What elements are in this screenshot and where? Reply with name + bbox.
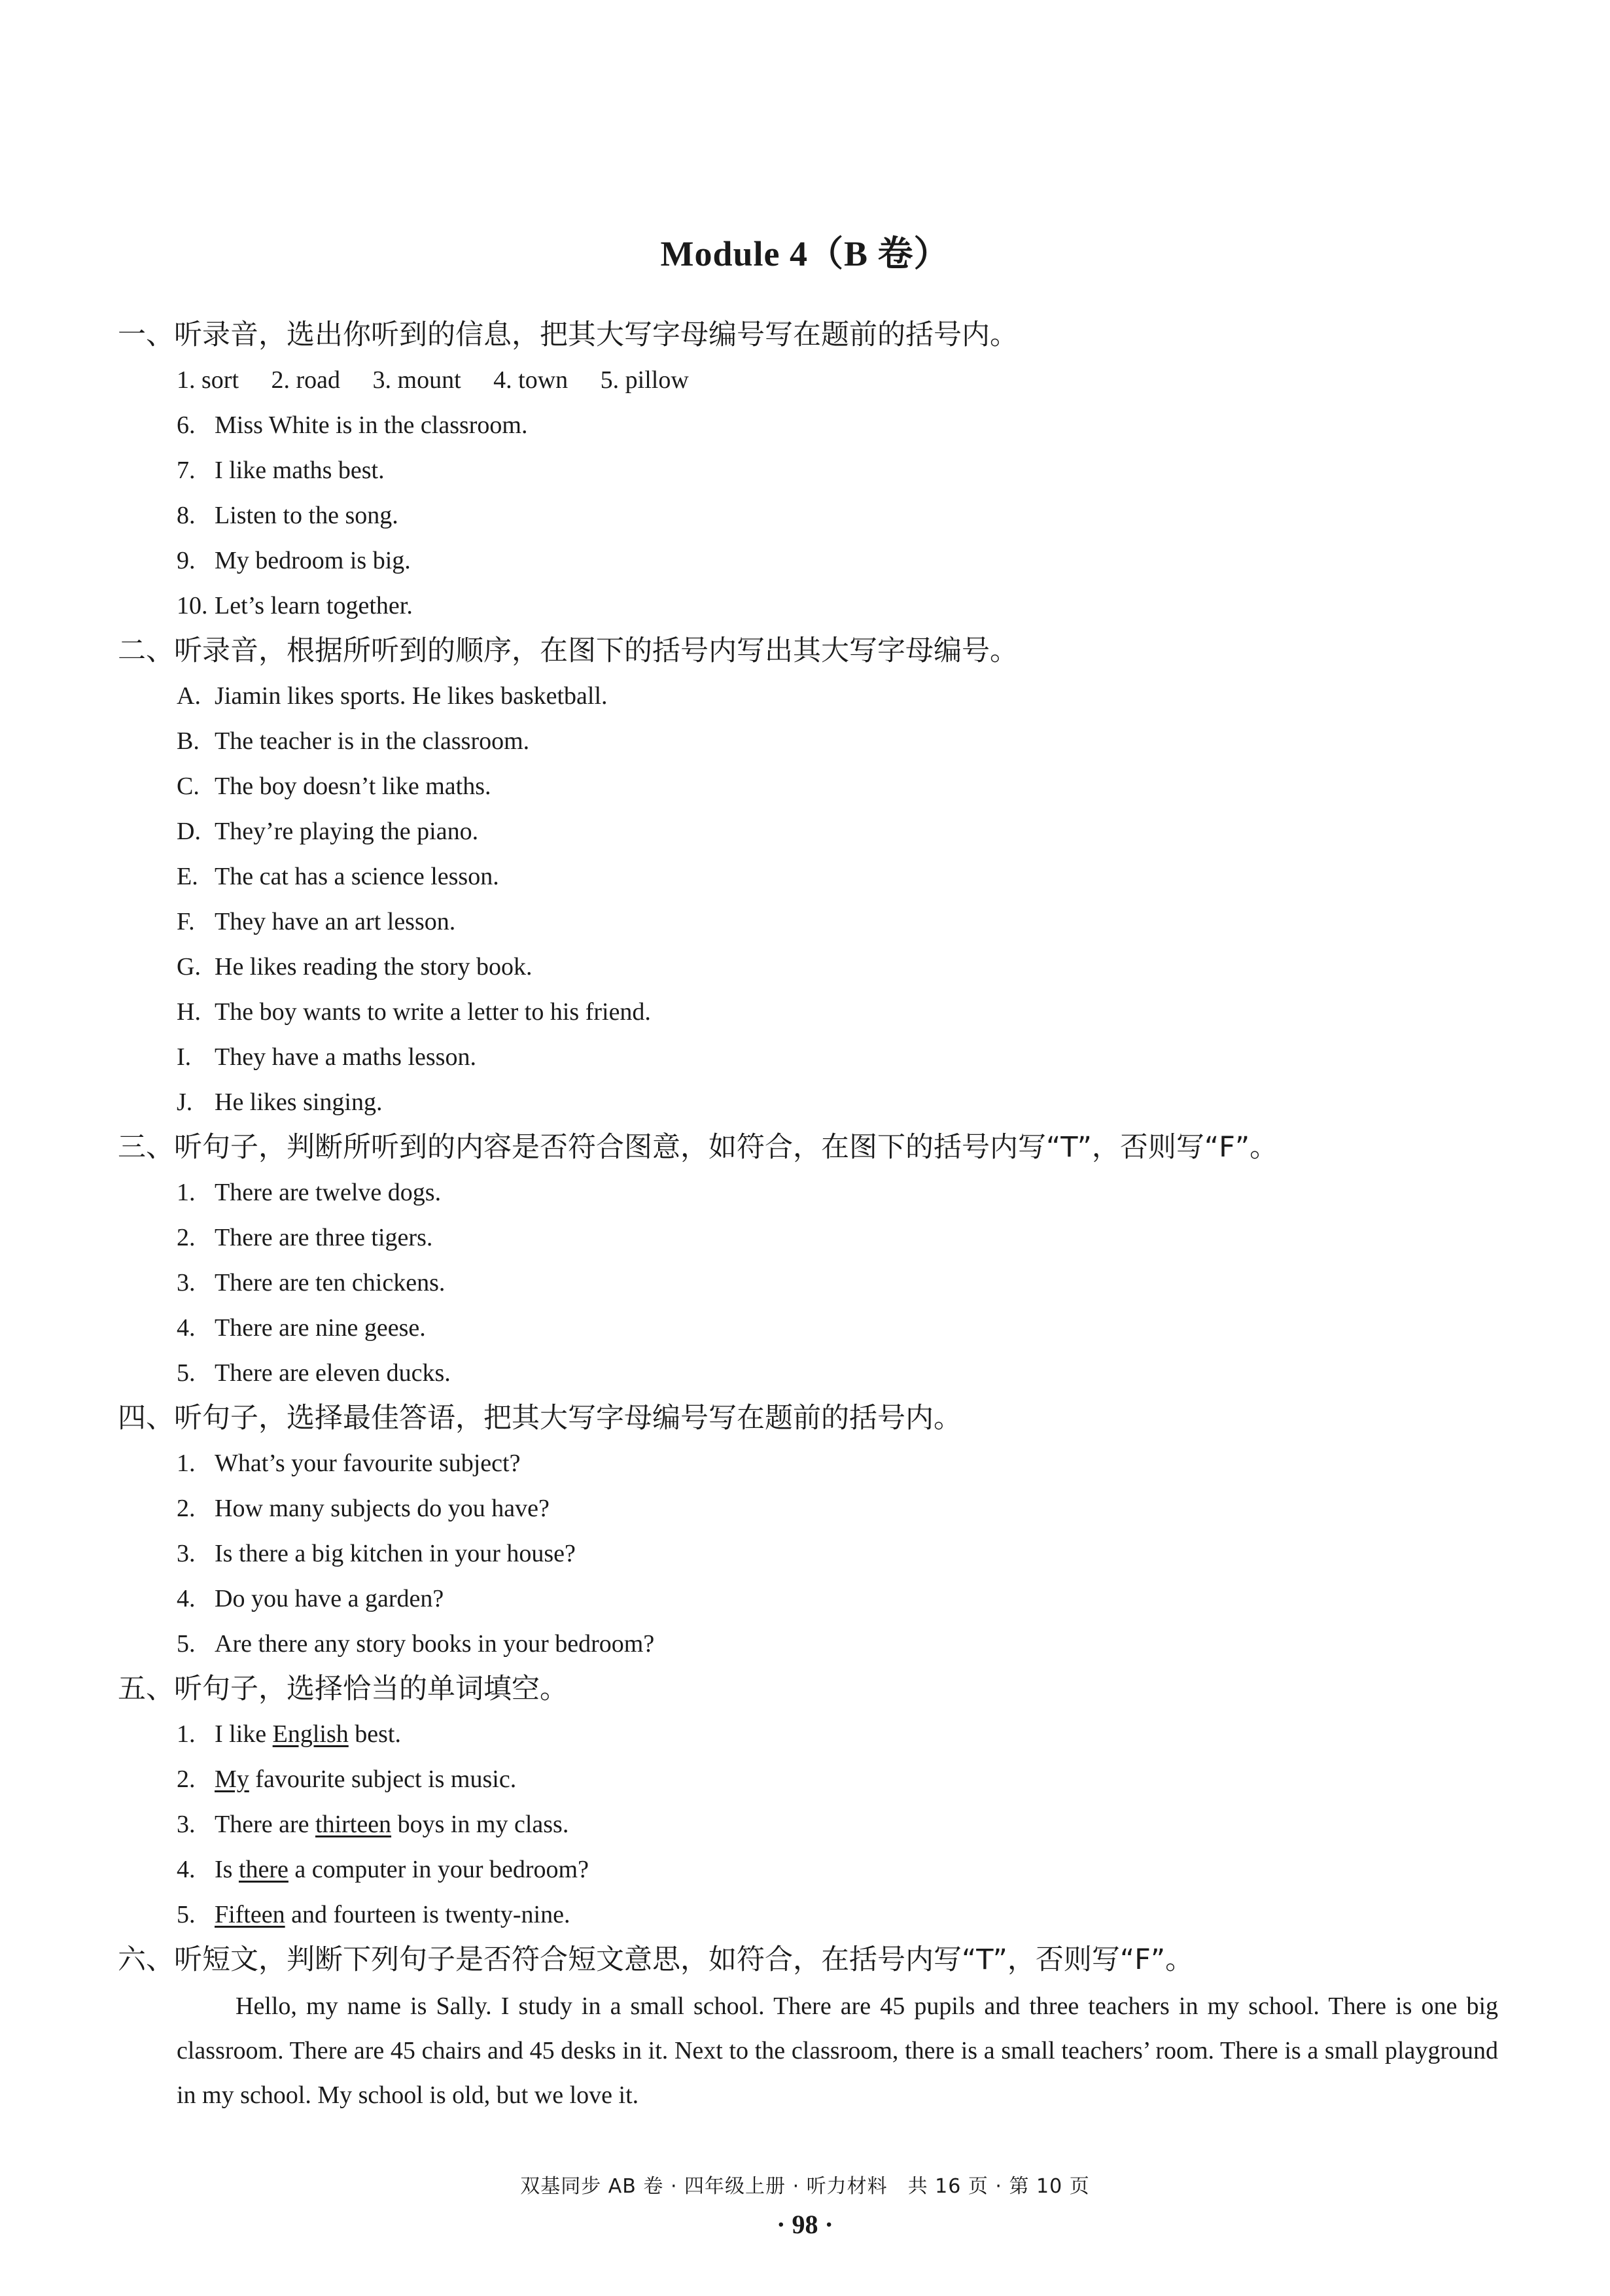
item-number: E. — [177, 863, 198, 890]
item-number: J. — [177, 1088, 193, 1116]
item-text: He likes reading the story book. — [215, 953, 533, 981]
section-6-heading: 六、听短文，判断下列句子是否符合短文意思，如符合，在括号内写“T”，否则写“F”。 — [118, 1943, 1194, 1976]
item-text-after: boys in my class. — [391, 1811, 569, 1838]
item-number: 2. — [177, 1495, 196, 1522]
item-text: He likes singing. — [215, 1088, 383, 1116]
item-text-before: I like — [215, 1720, 273, 1748]
item-text-before: There are — [215, 1811, 315, 1838]
item-number: 4. — [177, 1314, 196, 1342]
list-item — [118, 1712, 1498, 1757]
item-text-after: best. — [348, 1720, 401, 1748]
list-item — [118, 719, 1498, 764]
list-item — [118, 809, 1498, 854]
item-number: 1. — [177, 1720, 196, 1748]
list-item — [118, 1351, 1498, 1396]
item-number: 4. — [177, 1585, 196, 1612]
item-text: Jiamin likes sports. He likes basketball. — [215, 682, 608, 710]
item-text-after: favourite subject is music. — [249, 1765, 517, 1793]
item-text: They’re playing the piano. — [215, 818, 479, 845]
item-number: 4. — [177, 1856, 196, 1883]
item-text: Are there any story books in your bedroom? — [215, 1630, 655, 1658]
list-item — [118, 764, 1498, 809]
content — [118, 313, 1498, 2117]
item-number: 1. — [177, 1450, 196, 1477]
item-number: I. — [177, 1043, 192, 1071]
list-item — [118, 403, 1498, 448]
list-item — [118, 1441, 1498, 1486]
list-item — [118, 674, 1498, 719]
item-text: There are twelve dogs. — [215, 1179, 442, 1206]
item-text: Let’s learn together. — [215, 592, 413, 619]
list-item — [118, 583, 1498, 629]
item-text: What’s your favourite subject? — [215, 1450, 521, 1477]
item-text: Listen to the song. — [215, 502, 398, 529]
item-number: 3. — [177, 1540, 196, 1567]
item-number: F. — [177, 908, 195, 935]
passage: Hello, my name is Sally. I study in a small school. There are 45 pupils and three teachers in my school. There is one big classroom. There are 45 chairs and 45 desks in it. Next to the classroom, there is a small teachers’ room. There is a small playground in my school. My school is old, but we love it. — [177, 1992, 1498, 2109]
list-item — [118, 990, 1498, 1035]
footer-text: 双基同步 AB 卷 · 四年级上册 · 听力材料 共 16 页 · 第 10 页 — [520, 2175, 1090, 2198]
item-number: 5. — [177, 1630, 196, 1658]
item-number: A. — [177, 682, 201, 710]
item-text: There are three tigers. — [215, 1224, 433, 1251]
list-item — [118, 1080, 1498, 1125]
item-number: D. — [177, 818, 201, 845]
item-number: 7. — [177, 457, 196, 484]
item-number: H. — [177, 998, 201, 1026]
section-1-heading: 一、听录音，选出你听到的信息，把其大写字母编号写在题前的括号内。 — [118, 319, 1018, 351]
item-number: 2. — [177, 1224, 196, 1251]
item-text-after: a computer in your bedroom? — [288, 1856, 589, 1883]
list-item — [118, 538, 1498, 583]
section-1-word-list — [118, 358, 1498, 403]
item-text: Is there a big kitchen in your house? — [215, 1540, 576, 1567]
item-number: 3. — [177, 1811, 196, 1838]
word-item: 1. sort — [177, 366, 239, 394]
item-text: There are eleven ducks. — [215, 1359, 451, 1387]
item-text: They have a maths lesson. — [215, 1043, 476, 1071]
list-item — [118, 1802, 1498, 1847]
page-title: Module 4（B 卷） — [660, 234, 950, 273]
list-item — [118, 1170, 1498, 1215]
item-text: There are nine geese. — [215, 1314, 426, 1342]
word-item: 5. pillow — [600, 366, 689, 394]
item-text: Do you have a garden? — [215, 1585, 444, 1612]
list-item — [118, 493, 1498, 538]
section-3-heading: 三、听句子，判断所听到的内容是否符合图意，如符合，在图下的括号内写“T”，否则写“F”。 — [118, 1131, 1278, 1164]
item-number: 3. — [177, 1269, 196, 1296]
list-item — [118, 945, 1498, 990]
word-item: 3. mount — [372, 366, 461, 394]
list-item — [118, 1215, 1498, 1261]
answer-word: there — [238, 1856, 289, 1883]
list-item — [118, 1306, 1498, 1351]
item-text: The teacher is in the classroom. — [215, 727, 530, 755]
item-number: 2. — [177, 1765, 196, 1793]
item-number: 10. — [177, 592, 208, 619]
list-item — [118, 1892, 1498, 1938]
item-number: 9. — [177, 547, 196, 574]
item-text: Miss White is in the classroom. — [215, 411, 528, 439]
list-item — [118, 1035, 1498, 1080]
list-item — [118, 1757, 1498, 1802]
list-item — [118, 448, 1498, 493]
item-text: My bedroom is big. — [215, 547, 411, 574]
word-item: 4. town — [493, 366, 569, 394]
list-item — [118, 1531, 1498, 1576]
section-4-heading: 四、听句子，选择最佳答语，把其大写字母编号写在题前的括号内。 — [118, 1402, 962, 1435]
answer-word: My — [215, 1765, 249, 1793]
list-item — [118, 854, 1498, 899]
item-text: How many subjects do you have? — [215, 1495, 550, 1522]
item-text: They have an art lesson. — [215, 908, 456, 935]
list-item — [118, 899, 1498, 945]
item-text: The boy wants to write a letter to his friend. — [215, 998, 651, 1026]
list-item — [118, 1486, 1498, 1531]
item-text: The boy doesn’t like maths. — [215, 773, 491, 800]
item-text: I like maths best. — [215, 457, 385, 484]
list-item — [118, 1622, 1498, 1667]
section-2-heading: 二、听录音，根据所听到的顺序，在图下的括号内写出其大写字母编号。 — [118, 635, 1018, 667]
answer-word: thirteen — [315, 1811, 392, 1838]
page-number: · 98 · — [777, 2210, 833, 2239]
item-number: 5. — [177, 1359, 196, 1387]
list-item — [118, 1576, 1498, 1622]
item-number: 1. — [177, 1179, 196, 1206]
item-text-before: Is — [215, 1856, 239, 1883]
item-number: 6. — [177, 411, 196, 439]
item-number: 5. — [177, 1901, 196, 1928]
answer-word: Fifteen — [215, 1901, 285, 1928]
section-5-heading: 五、听句子，选择恰当的单词填空。 — [118, 1673, 568, 1705]
list-item — [118, 1261, 1498, 1306]
item-text-after: and fourteen is twenty-nine. — [285, 1901, 570, 1928]
item-number: C. — [177, 773, 200, 800]
item-text: There are ten chickens. — [215, 1269, 446, 1296]
answer-word: English — [272, 1720, 349, 1748]
word-item: 2. road — [271, 366, 341, 394]
item-number: 8. — [177, 502, 196, 529]
item-number: G. — [177, 953, 201, 981]
item-number: B. — [177, 727, 200, 755]
list-item — [118, 1847, 1498, 1892]
item-text: The cat has a science lesson. — [215, 863, 499, 890]
